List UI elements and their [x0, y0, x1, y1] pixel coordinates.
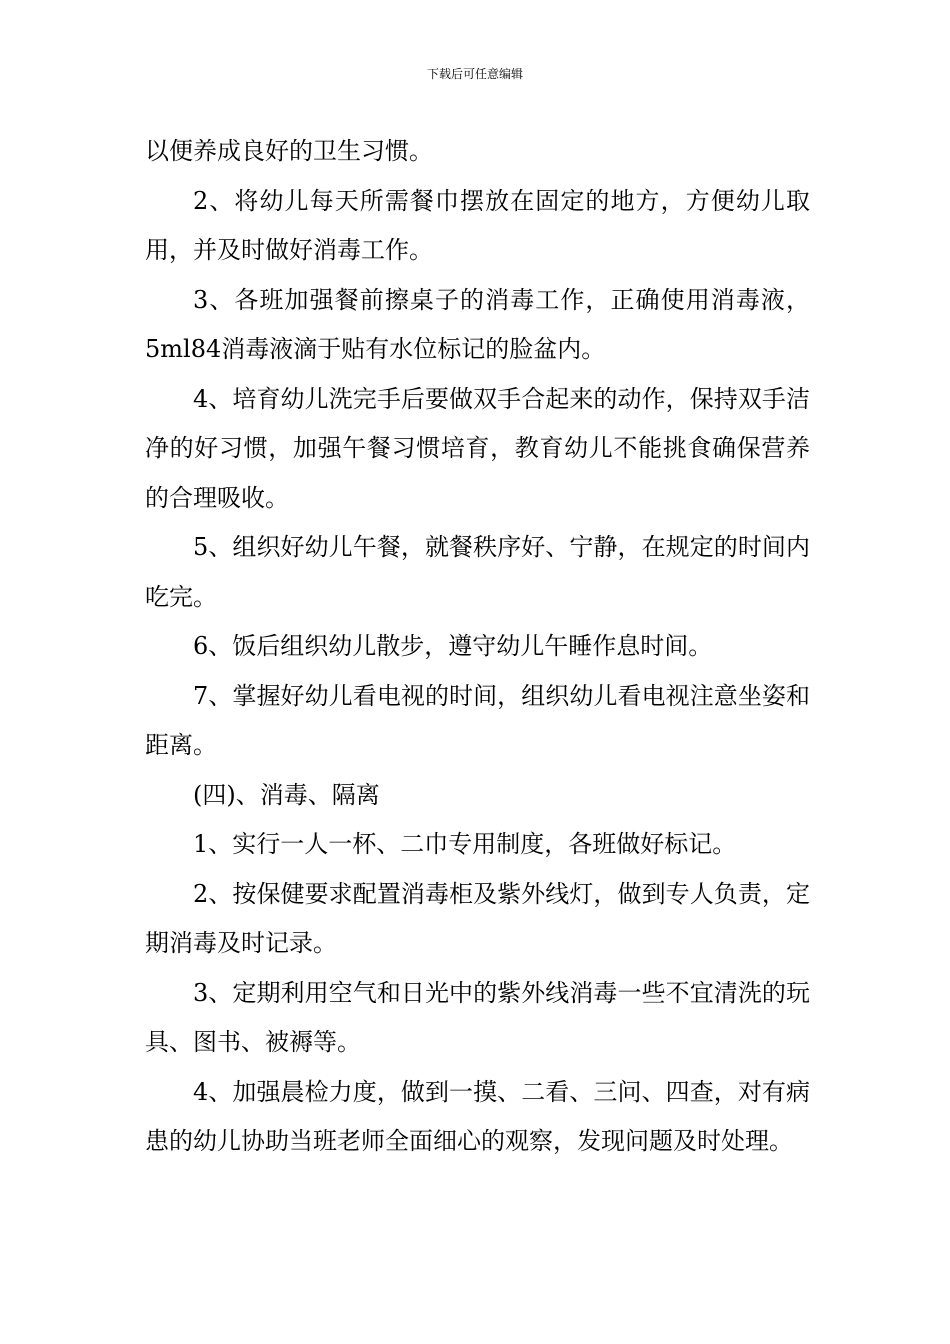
paragraph: 5、组织好幼儿午餐，就餐秩序好、宁静，在规定的时间内吃完。: [145, 533, 810, 611]
section-heading: (四)、消毒、隔离: [193, 780, 380, 809]
paragraph: 7、掌握好幼儿看电视的时间，组织幼儿看电视注意坐姿和距离。: [145, 681, 810, 759]
paragraph: 6、饭后组织幼儿散步，遵守幼儿午睡作息时间。: [193, 632, 713, 660]
paragraph: 3、定期利用空气和日光中的紫外线消毒一些不宜清洗的玩具、图书、被褥等。: [145, 978, 810, 1056]
document-body: [145, 127, 810, 1167]
paragraph: 4、培育幼儿洗完手后要做双手合起来的动作，保持双手洁净的好习惯，加强午餐习惯培育，教育幼儿不能挑食确保营养的合理吸收。: [145, 384, 810, 512]
paragraph: 2、按保健要求配置消毒柜及紫外线灯，做到专人负责，定期消毒及时记录。: [145, 879, 810, 957]
page-header: 下载后可任意编辑: [426, 67, 523, 81]
paragraph: 以便养成良好的卫生习惯。: [145, 137, 433, 165]
paragraph: 4、加强晨检力度，做到一摸、二看、三问、四查，对有病患的幼儿协助当班老师全面细心的观察，发现问题及时处理。: [145, 1077, 810, 1155]
paragraph: 2、将幼儿每天所需餐巾摆放在固定的地方，方便幼儿取用，并及时做好消毒工作。: [145, 186, 810, 264]
paragraph: 3、各班加强餐前擦桌子的消毒工作，正确使用消毒液，5ml84消毒液滴于贴有水位标记的脸盆内。: [145, 285, 810, 363]
paragraph: 1、实行一人一杯、二巾专用制度，各班做好标记。: [193, 830, 737, 858]
